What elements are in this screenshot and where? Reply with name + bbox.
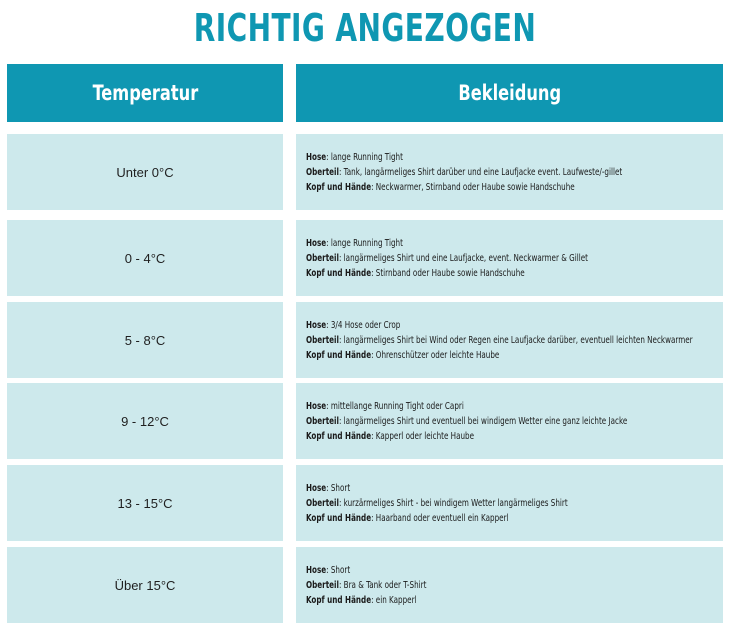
header-clothing bbox=[296, 64, 723, 122]
clothing-cell bbox=[296, 220, 723, 296]
clothing-line-text: : Haarband oder eventuell ein Kapperl bbox=[371, 512, 509, 524]
clothing-line bbox=[306, 414, 665, 429]
temperature-cell bbox=[7, 547, 283, 623]
clothing-cell bbox=[296, 547, 723, 623]
clothing-cell bbox=[296, 134, 723, 210]
clothing-line-text: : Kapperl oder leichte Haube bbox=[371, 430, 475, 442]
clothing-line bbox=[306, 563, 665, 578]
clothing-line bbox=[306, 266, 665, 281]
temperature-label: 0 - 4°C bbox=[124, 250, 166, 266]
clothing-line-label: Oberteil bbox=[306, 415, 339, 427]
clothing-line-text: : Short bbox=[326, 564, 351, 576]
clothing-line bbox=[306, 496, 665, 511]
clothing-line bbox=[306, 236, 665, 251]
clothing-line bbox=[306, 578, 665, 593]
temperature-label: Unter 0°C bbox=[116, 164, 174, 180]
clothing-line bbox=[306, 481, 665, 496]
clothing-line-text: : Ohrenschützer oder leichte Haube bbox=[371, 349, 500, 361]
clothing-line-text: : langärmeliges Shirt bei Wind oder Regen eine Laufjacke darüber, eventuell leichten Neckwarmer bbox=[338, 334, 693, 346]
clothing-line bbox=[306, 333, 693, 348]
clothing-line-text: : Short bbox=[326, 482, 351, 494]
clothing-line bbox=[306, 180, 665, 195]
clothing-line-text: : Stirnband oder Haube sowie Handschuhe bbox=[371, 267, 525, 279]
header-clothing-label: Bekleidung bbox=[458, 81, 561, 105]
temperature-cell bbox=[7, 220, 283, 296]
temperature-cell bbox=[7, 302, 283, 378]
clothing-line-label: Hose bbox=[306, 564, 327, 576]
clothing-line bbox=[306, 348, 665, 363]
clothing-line-text: : Neckwarmer, Stirnband oder Haube sowie Handschuhe bbox=[371, 181, 575, 193]
clothing-line bbox=[306, 429, 665, 444]
clothing-line bbox=[306, 399, 665, 414]
clothing-line-text: : langärmeliges Shirt und eine Laufjacke, event. Neckwarmer & Gillet bbox=[338, 252, 588, 264]
clothing-line-text: : Tank, langärmeliges Shirt darüber und eine Laufjacke event. Laufweste/-gillet bbox=[338, 166, 623, 178]
clothing-line-text: : langärmeliges Shirt und eventuell bei windigem Wetter eine ganz leichte Jacke bbox=[338, 415, 628, 427]
clothing-line bbox=[306, 165, 665, 180]
clothing-cell bbox=[296, 383, 723, 459]
clothing-line-text: : kurzärmeliges Shirt - bei windigem Wetter langärmeliges Shirt bbox=[338, 497, 568, 509]
clothing-cell bbox=[296, 465, 723, 541]
clothing-line bbox=[306, 150, 665, 165]
clothing-line-text: : lange Running Tight bbox=[326, 237, 403, 249]
temperature-label: 9 - 12°C bbox=[121, 413, 169, 429]
clothing-line-label: Kopf und Hände bbox=[306, 594, 372, 606]
clothing-line-label: Kopf und Hände bbox=[306, 430, 372, 442]
clothing-line-label: Kopf und Hände bbox=[306, 512, 372, 524]
clothing-line bbox=[306, 318, 665, 333]
temperature-label: Über 15°C bbox=[114, 577, 176, 593]
temperature-label: 5 - 8°C bbox=[124, 332, 166, 348]
clothing-line-text: : Bra & Tank oder T-Shirt bbox=[338, 579, 427, 591]
clothing-line-label: Kopf und Hände bbox=[306, 267, 372, 279]
clothing-line-label: Oberteil bbox=[306, 579, 339, 591]
clothing-cell bbox=[296, 302, 723, 378]
header-temperature bbox=[7, 64, 283, 122]
clothing-line-text: : lange Running Tight bbox=[326, 151, 403, 163]
temperature-cell bbox=[7, 383, 283, 459]
clothing-line-text: : mittellange Running Tight oder Capri bbox=[326, 400, 464, 412]
temperature-cell bbox=[7, 134, 283, 210]
clothing-line-label: Oberteil bbox=[306, 334, 339, 346]
page-title: RICHTIG ANGEZOGEN bbox=[193, 6, 537, 50]
clothing-line-text: : 3/4 Hose oder Crop bbox=[326, 319, 401, 331]
clothing-line bbox=[306, 511, 665, 526]
clothing-line-label: Hose bbox=[306, 319, 327, 331]
clothing-line-label: Hose bbox=[306, 151, 327, 163]
temperature-cell bbox=[7, 465, 283, 541]
clothing-line-label: Hose bbox=[306, 482, 327, 494]
clothing-line-text: : ein Kapperl bbox=[371, 594, 417, 606]
clothing-line-label: Hose bbox=[306, 400, 327, 412]
clothing-line-label: Kopf und Hände bbox=[306, 349, 372, 361]
header-temperature-label: Temperatur bbox=[92, 81, 198, 105]
clothing-line-label: Kopf und Hände bbox=[306, 181, 372, 193]
clothing-line-label: Oberteil bbox=[306, 166, 339, 178]
clothing-line-label: Oberteil bbox=[306, 497, 339, 509]
temperature-label: 13 - 15°C bbox=[117, 495, 173, 511]
clothing-line-label: Hose bbox=[306, 237, 327, 249]
clothing-line-label: Oberteil bbox=[306, 252, 339, 264]
clothing-line bbox=[306, 593, 665, 608]
clothing-line bbox=[306, 251, 665, 266]
